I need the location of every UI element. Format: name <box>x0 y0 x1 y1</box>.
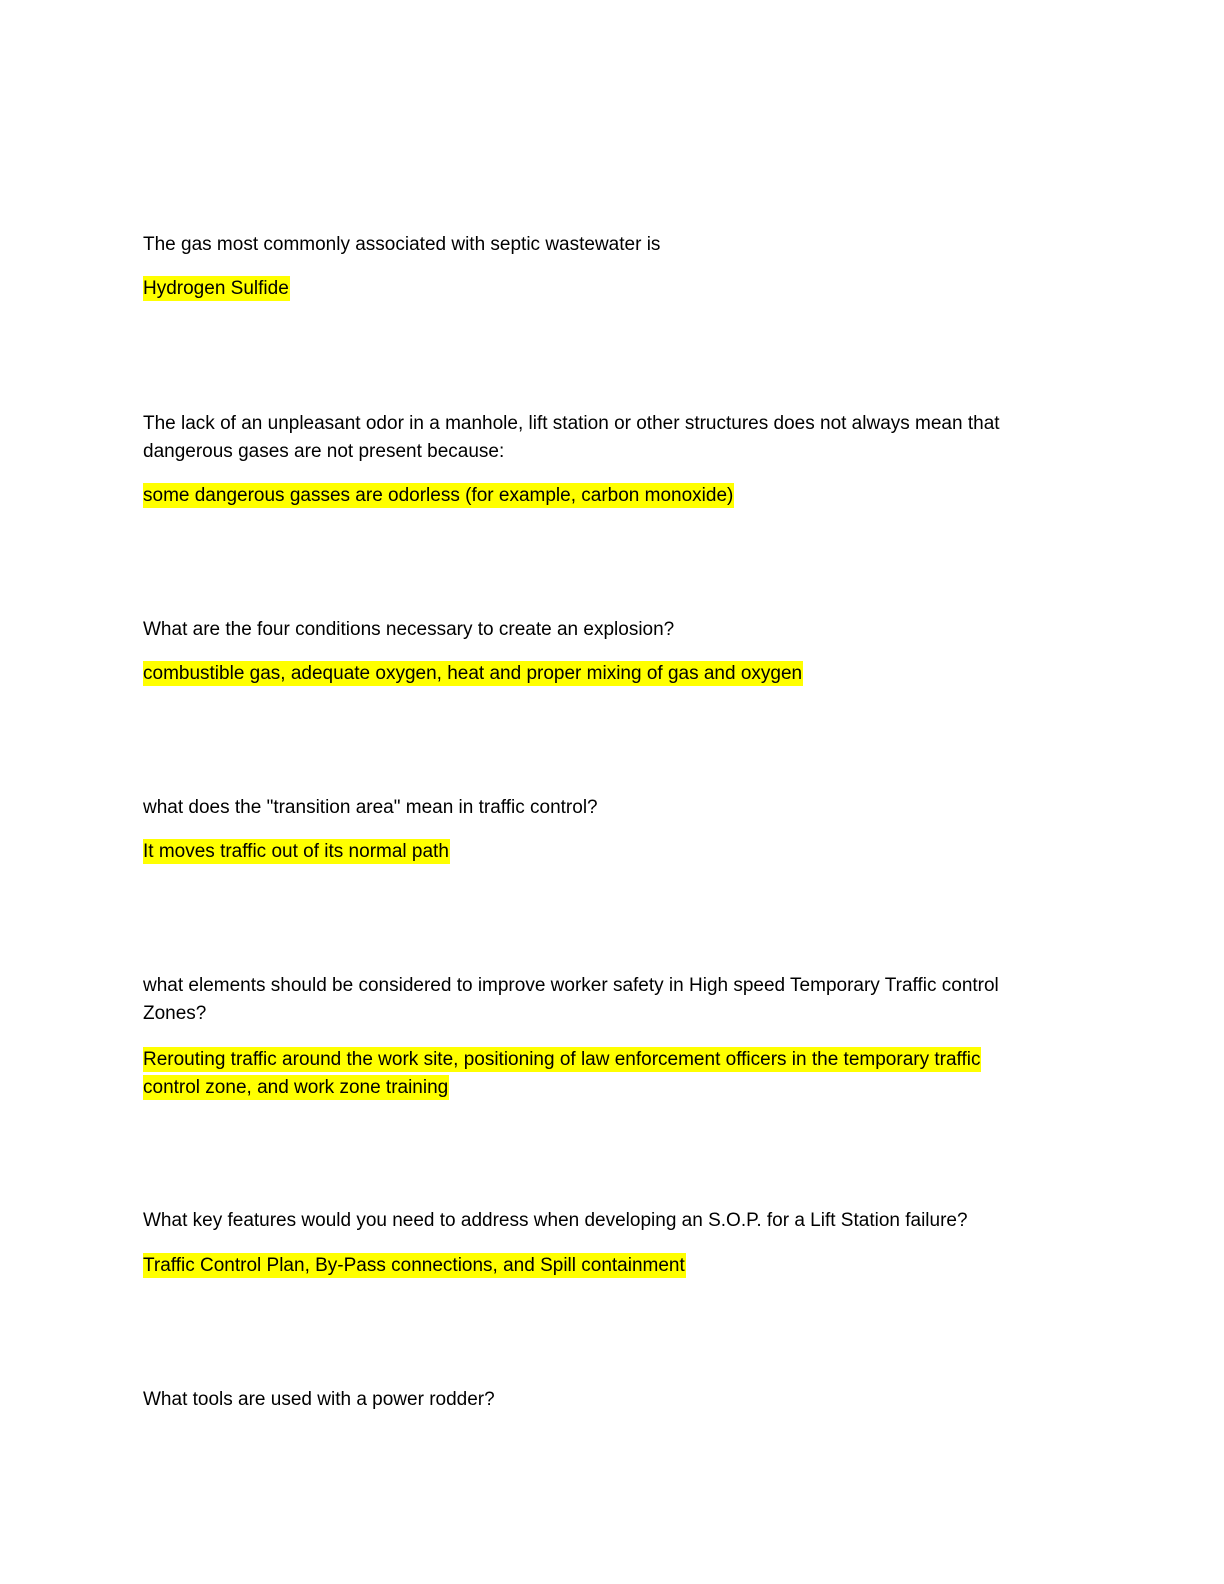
answer-4-highlight: It moves traffic out of its normal path <box>143 841 449 862</box>
answer-6-highlight: Traffic Control Plan, By-Pass connections, and Spill containment <box>143 1255 685 1276</box>
question-5-line-1 <box>143 972 999 1000</box>
answer-2-highlight: some dangerous gasses are odorless (for example, carbon monoxide) <box>143 485 734 506</box>
question-2-line-2 <box>143 438 504 466</box>
question-6-text: What key features would you need to address when developing an S.O.P. for a Lift Station failure? <box>143 1210 968 1231</box>
question-6 <box>143 1207 968 1235</box>
question-3-text: What are the four conditions necessary to create an explosion? <box>143 619 675 640</box>
answer-4 <box>143 838 450 866</box>
answer-6 <box>143 1252 686 1280</box>
question-7-text: What tools are used with a power rodder? <box>143 1389 495 1410</box>
question-4-text: what does the "transition area" mean in traffic control? <box>143 797 598 818</box>
answer-5-highlight-line-2: control zone, and work zone training <box>143 1077 449 1098</box>
question-4 <box>143 794 598 822</box>
answer-3 <box>143 660 803 688</box>
answer-5-line-1 <box>143 1046 981 1074</box>
question-1-text: The gas most commonly associated with septic wastewater is <box>143 234 661 255</box>
question-2-text-line-1: The lack of an unpleasant odor in a manhole, lift station or other structures does not always mean that <box>143 413 1000 434</box>
answer-5-line-2 <box>143 1074 449 1102</box>
answer-1 <box>143 275 290 303</box>
question-1 <box>143 231 660 259</box>
answer-5-highlight-line-1: Rerouting traffic around the work site, positioning of law enforcement officers in the temporary traffic <box>143 1049 981 1070</box>
question-5-text-line-2: Zones? <box>143 1003 207 1024</box>
answer-1-highlight: Hydrogen Sulfide <box>143 278 289 299</box>
answer-3-highlight: combustible gas, adequate oxygen, heat and proper mixing of gas and oxygen <box>143 663 803 684</box>
question-2-text-line-2: dangerous gases are not present because: <box>143 441 505 462</box>
answer-2 <box>143 482 734 510</box>
question-5-text-line-1: what elements should be considered to improve worker safety in High speed Temporary Traffic control <box>143 975 999 996</box>
question-3 <box>143 616 674 644</box>
question-7 <box>143 1386 495 1414</box>
question-5-line-2 <box>143 1000 206 1028</box>
question-2-line-1 <box>143 410 1000 438</box>
